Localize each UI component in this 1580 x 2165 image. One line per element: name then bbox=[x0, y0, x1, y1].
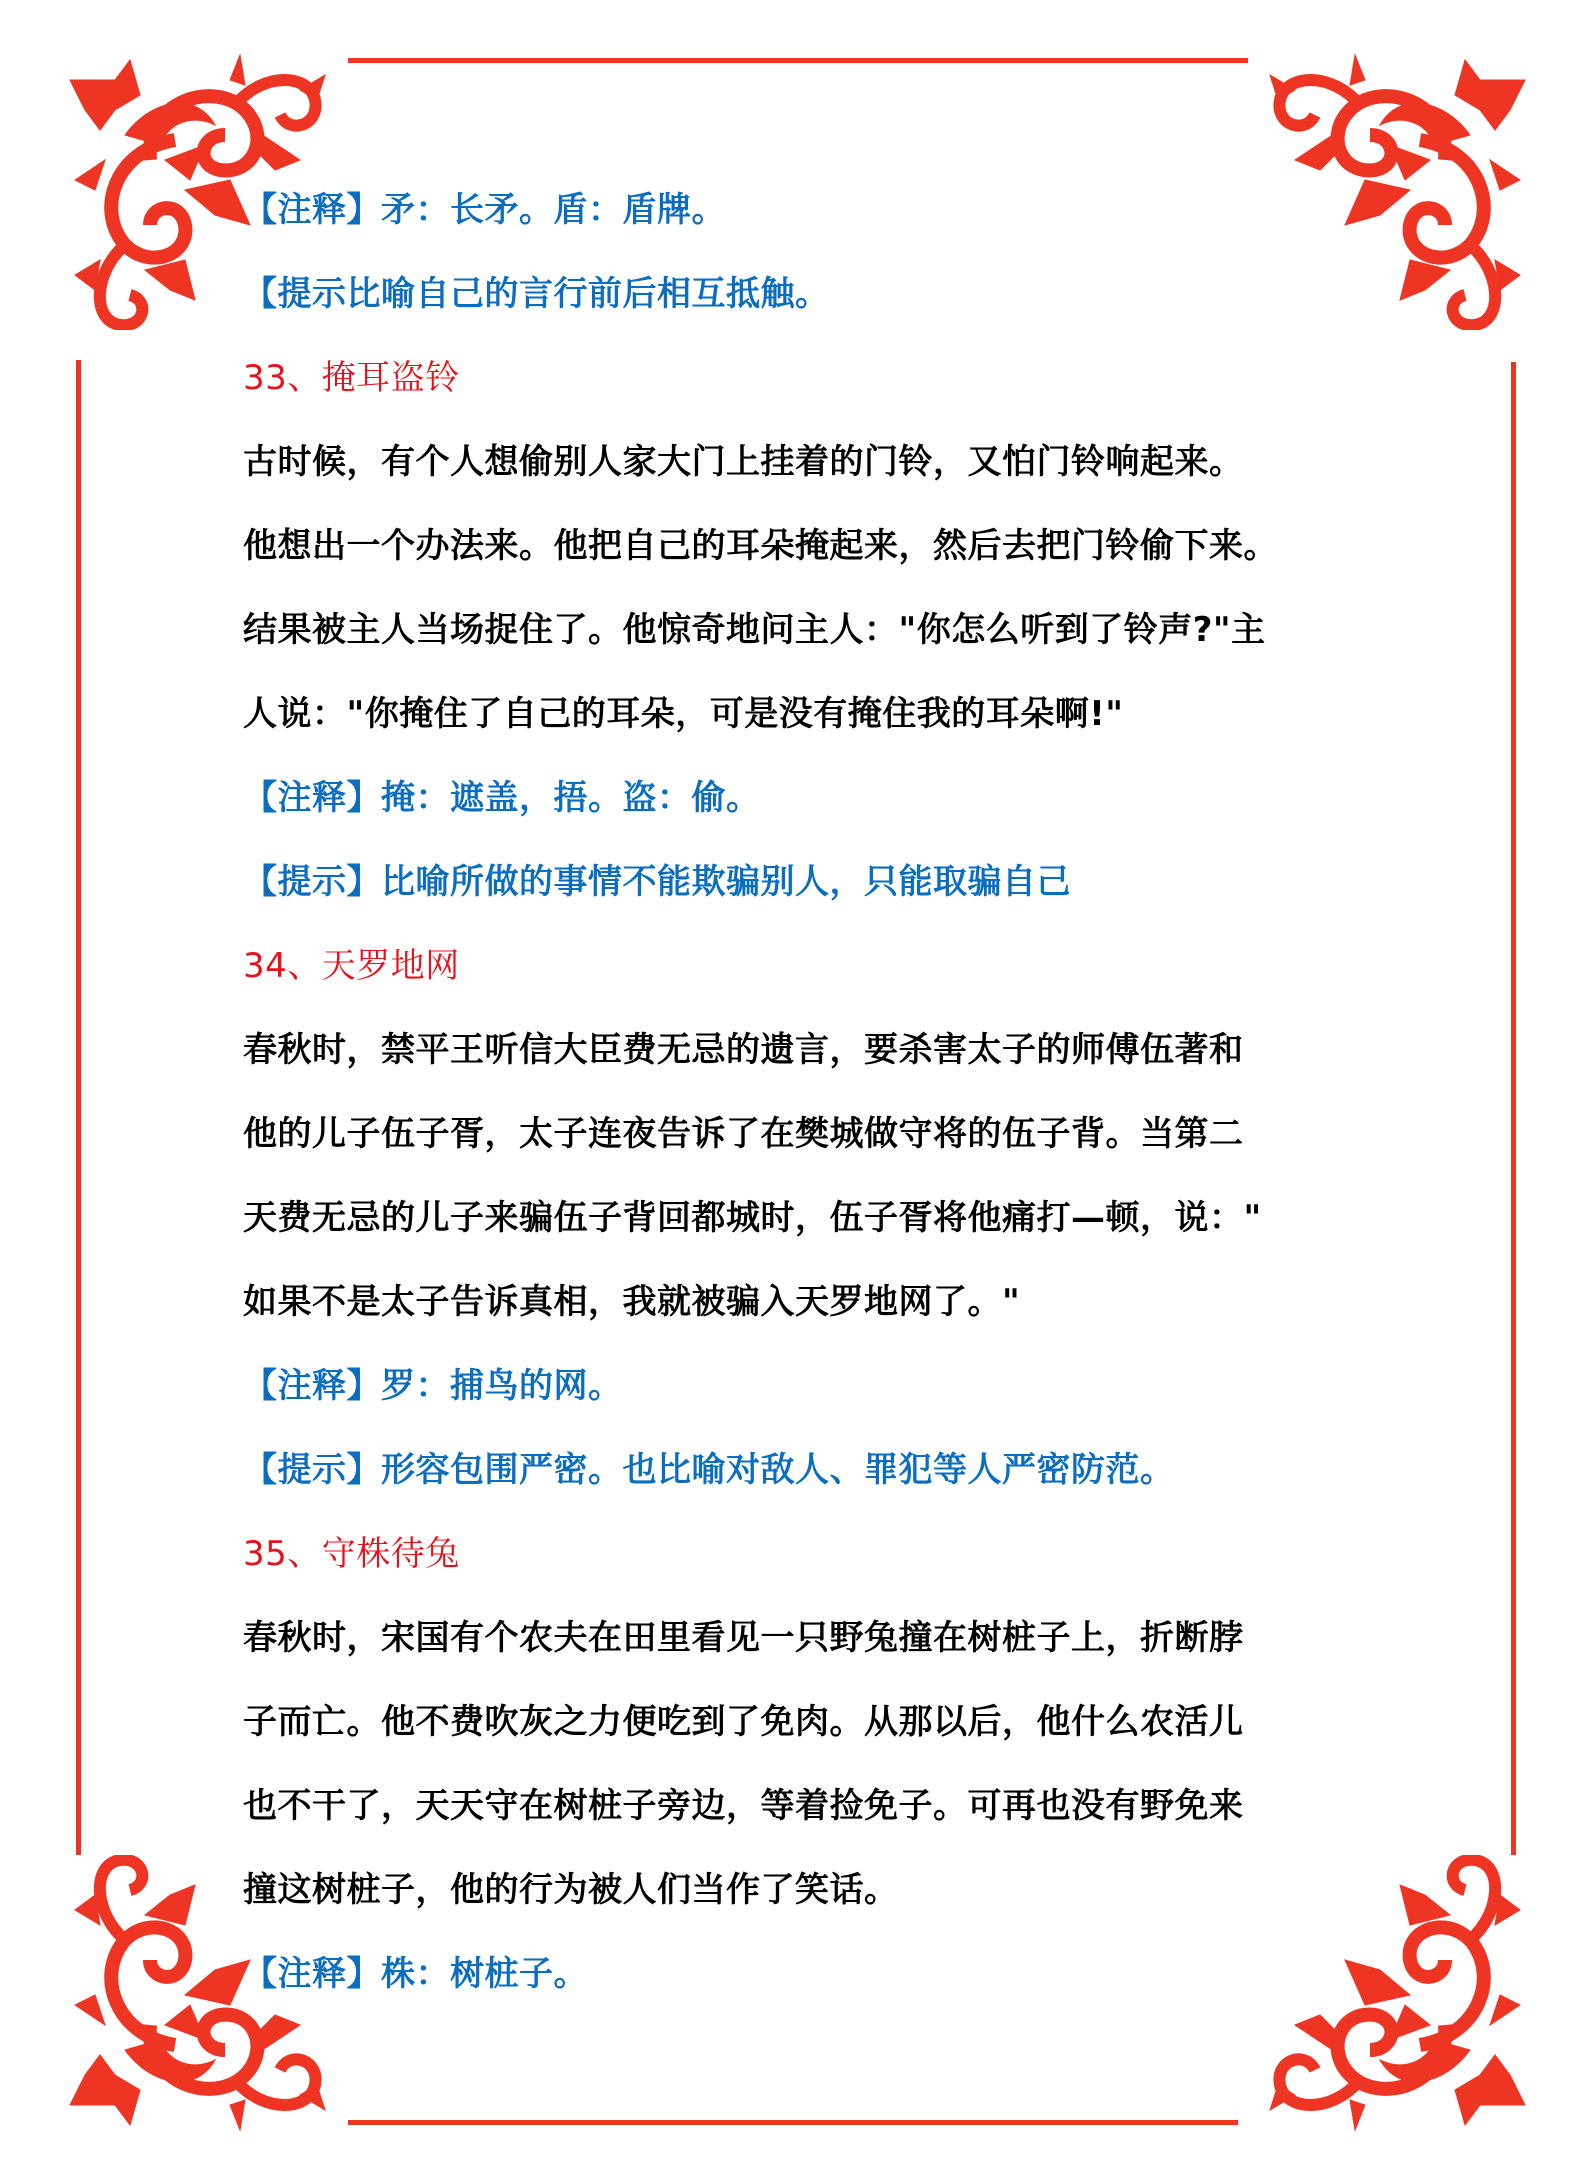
hint-line: 【提示】比喻所做的事情不能欺骗别人，只能取骗自己 bbox=[243, 862, 1071, 902]
story-line: 人说："你掩住了自己的耳朵，可是没有掩住我的耳朵啊!" bbox=[243, 694, 1124, 734]
section-title: 33、掩耳盗铃 bbox=[243, 358, 460, 398]
frame-left-line bbox=[76, 360, 81, 1855]
frame-top-line bbox=[348, 58, 1248, 63]
frame-bottom-line bbox=[348, 2120, 1238, 2125]
story-line: 春秋时，宋国有个农夫在田里看见一只野兔撞在树桩子上，折断脖 bbox=[243, 1618, 1244, 1658]
story-line: 子而亡。他不费吹灰之力便吃到了免肉。从那以后，他什么农活儿 bbox=[243, 1702, 1244, 1742]
document-body bbox=[243, 168, 1383, 2016]
section-title: 35、守株待兔 bbox=[243, 1534, 460, 1574]
note-line: 【注释】掩：遮盖，捂。盗：偷。 bbox=[243, 778, 761, 818]
story-line: 古时候，有个人想偷别人家大门上挂着的门铃，又怕门铃响起来。 bbox=[243, 442, 1244, 482]
note-line: 【注释】罗：捕鸟的网。 bbox=[243, 1366, 623, 1406]
hint-line: 【提示比喻自己的言行前后相互抵触。 bbox=[243, 274, 830, 314]
note-line: 【注释】株：树桩子。 bbox=[243, 1954, 588, 1994]
frame-right-line bbox=[1511, 362, 1516, 1855]
story-line: 如果不是太子告诉真相，我就被骗入天罗地网了。" bbox=[243, 1282, 1021, 1322]
story-line: 他的儿子伍子胥，太子连夜告诉了在樊城做守将的伍子背。当第二 bbox=[243, 1114, 1244, 1154]
hint-line: 【提示】形容包围严密。也比喻对敌人、罪犯等人严密防范。 bbox=[243, 1450, 1175, 1490]
story-line: 撞这树桩子，他的行为被人们当作了笑话。 bbox=[243, 1870, 899, 1910]
note-line: 【注释】矛：长矛。盾：盾牌。 bbox=[243, 190, 726, 230]
story-line: 他想出一个办法来。他把自己的耳朵掩起来，然后去把门铃偷下来。 bbox=[243, 526, 1278, 566]
story-line: 春秋时，禁平王听信大臣费无忌的遗言，要杀害太子的师傅伍著和 bbox=[243, 1030, 1244, 1070]
story-line: 天费无忌的儿子来骗伍子背回都城时，伍子胥将他痛打—顿，说：" bbox=[243, 1198, 1262, 1238]
section-title: 34、天罗地网 bbox=[243, 946, 460, 986]
story-line: 结果被主人当场捉住了。他惊奇地问主人："你怎么听到了铃声?"主 bbox=[243, 610, 1266, 650]
story-line: 也不干了，天天守在树桩子旁边，等着捡免子。可再也没有野免来 bbox=[243, 1786, 1244, 1826]
